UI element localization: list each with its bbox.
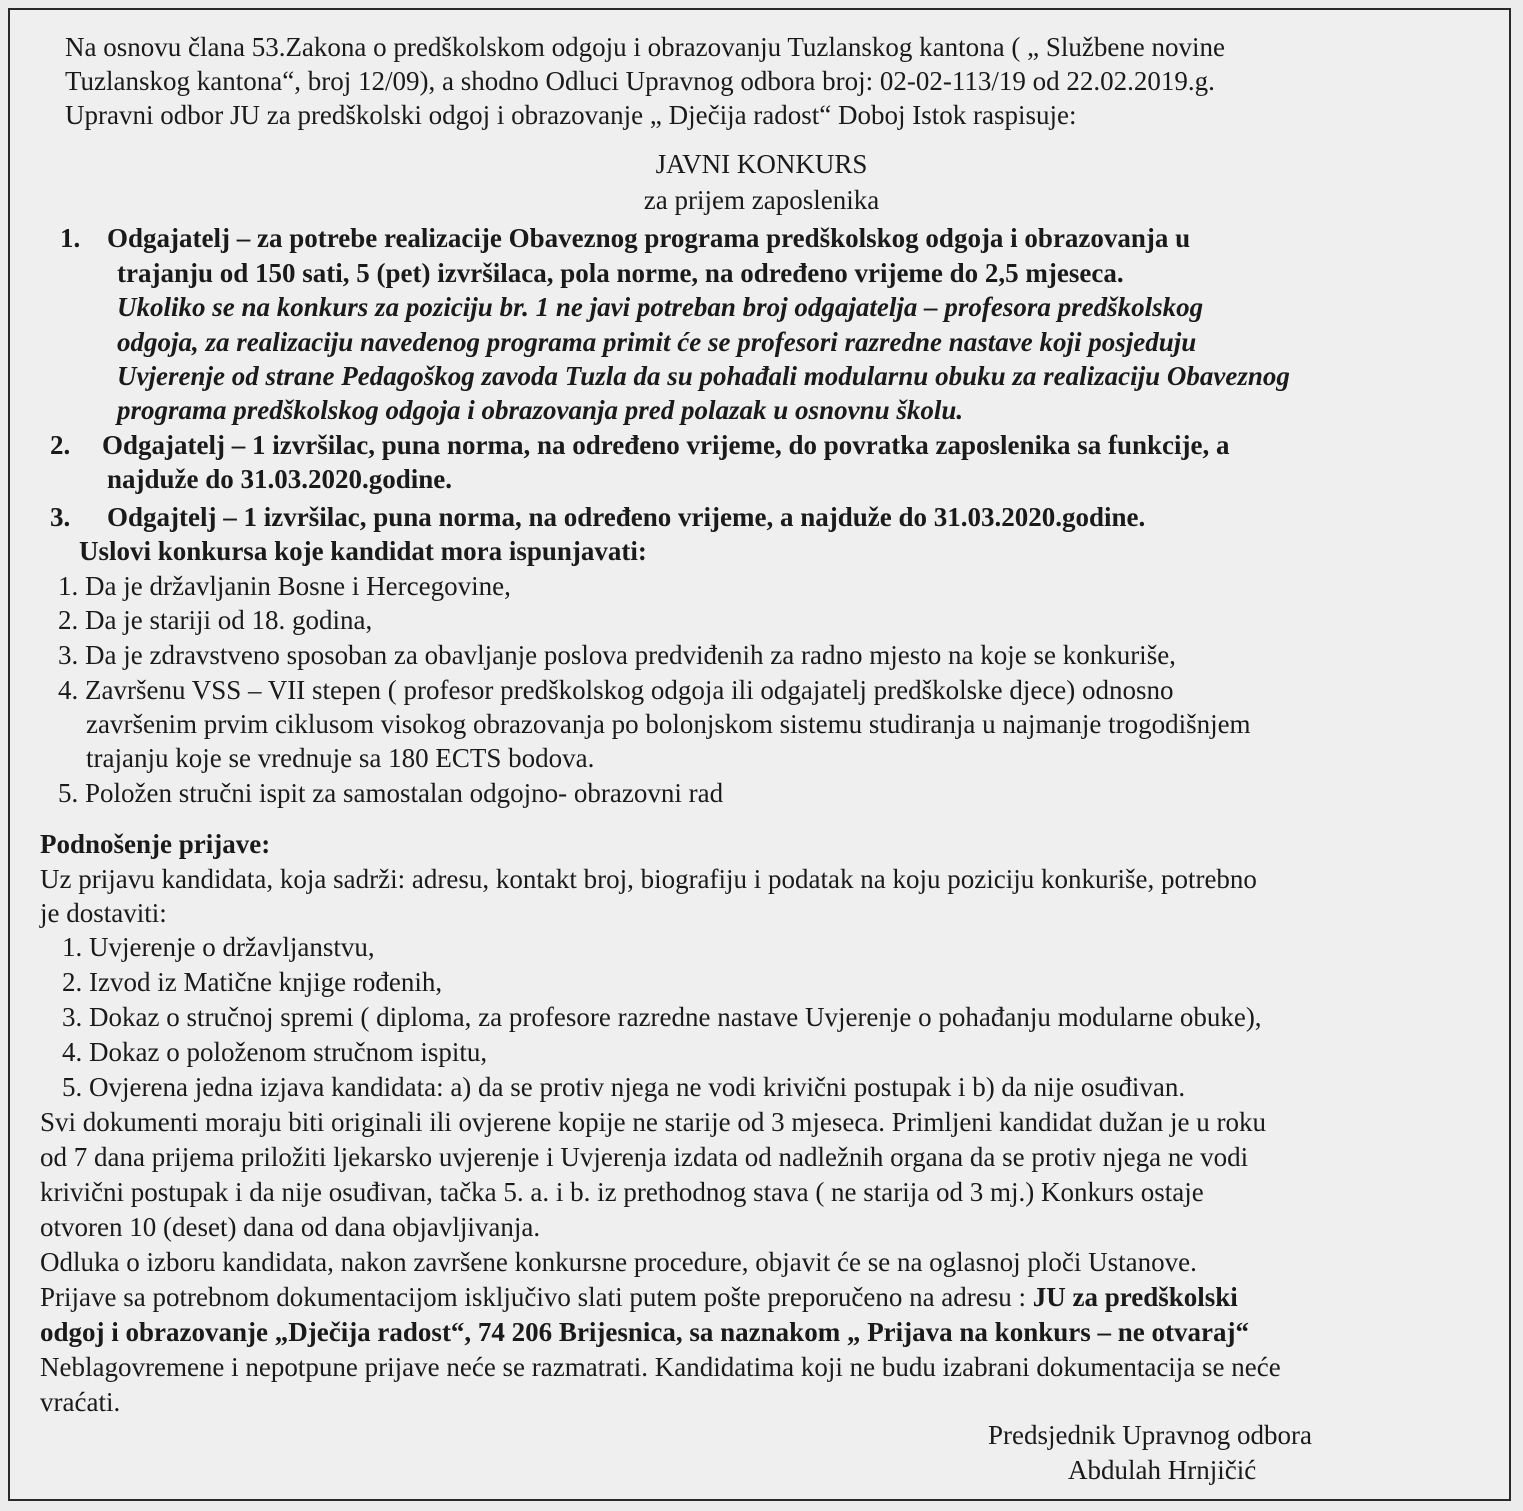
position-2-line-1: Odgajatelj – 1 izvršilac, puna norma, na određeno vrijeme, do povratka zaposlenika sa funkcije, a xyxy=(102,430,1230,460)
institution-name: JU za predškolski xyxy=(1032,1282,1238,1312)
submission-intro-1: Uz prijavu kandidata, koja sadrži: adresu, kontakt broj, biografiju i podatak na koju poziciju konkuriše, potrebno xyxy=(40,864,1257,894)
position-2-number: 2. xyxy=(50,430,71,460)
submission-intro-2: je dostaviti: xyxy=(40,898,167,928)
signature-name: Abdulah Hrnjičić xyxy=(1068,1455,1257,1485)
conditions-heading: Uslovi konkursa koje kandidat mora ispunjavati: xyxy=(79,536,647,566)
condition-item: 5. Položen stručni ispit za samostalan odgojno- obrazovni rad xyxy=(58,778,724,808)
address-paragraph-line-2: odgoj i obrazovanje „Dječija radost“, 74 206 Brijesnica, sa naznakom „ Prijava na konkurs – ne otvaraj“ xyxy=(40,1317,1249,1347)
submission-item: 1. Uvjerenje o državljanstvu, xyxy=(62,932,375,962)
submission-item: 2. Izvod iz Matične knjige rođenih, xyxy=(62,967,443,997)
address-paragraph-line-1 xyxy=(40,1280,1238,1314)
position-1-number: 1. xyxy=(60,223,81,253)
signature-role: Predsjednik Upravnog odbora xyxy=(988,1420,1312,1450)
submission-item: 3. Dokaz o stručnoj spremi ( diploma, za profesore razredne nastave Uvjerenje o pohađanju modularne obuke), xyxy=(62,1002,1262,1032)
intro-line-1: Na osnovu člana 53.Zakona o predškolskom odgoju i obrazovanju Tuzlanskog kantona ( „ Službene novine xyxy=(65,32,1226,62)
position-3-number: 3. xyxy=(50,502,71,532)
position-1-note-3: Uvjerenje od strane Pedagoškog zavoda Tuzla da su pohađali modularnu obuku za realizaciju Obaveznog xyxy=(117,361,1290,391)
documents-paragraph-line: otvoren 10 (deset) dana od dana objavljivanja. xyxy=(40,1212,541,1242)
condition-item: 1. Da je državljanin Bosne i Hercegovine, xyxy=(58,571,511,601)
position-2-line-2: najduže do 31.03.2020.godine. xyxy=(107,464,453,494)
address-intro: Prijave sa potrebnom dokumentacijom isključivo slati putem pošte preporučeno na adresu : xyxy=(40,1282,1033,1312)
documents-paragraph-line: Svi dokumenti moraju biti originali ili ovjerene kopije ne starije od 3 mjeseca. Primljeni kandidat dužan je u roku xyxy=(40,1107,1266,1137)
document-title: JAVNI KONKURS xyxy=(655,149,868,179)
late-applications-line-1: Neblagovremene i nepotpune prijave neće se razmatrati. Kandidatima koji ne budu izabrani dokumentacija se neće xyxy=(40,1352,1281,1382)
condition-item: 4. Završenu VSS – VII stepen ( profesor predškolskog odgoja ili odgajatelj predškolske djece) odnosno xyxy=(58,675,1174,705)
condition-item-continued: završenim prvim ciklusom visokog obrazovanja po bolonjskom sistemu studiranja u najmanje trogodišnjem xyxy=(86,709,1251,739)
submission-heading: Podnošenje prijave: xyxy=(40,829,271,859)
position-1-line-2: trajanju od 150 sati, 5 (pet) izvršilaca, pola norme, na određeno vrijeme do 2,5 mjeseca. xyxy=(117,258,1124,288)
decision-paragraph: Odluka o izboru kandidata, nakon završene konkursne procedure, objavit će se na oglasnoj ploči Ustanove. xyxy=(40,1247,1197,1277)
document-subtitle: za prijem zaposlenika xyxy=(643,185,880,215)
position-1-note-1: Ukoliko se na konkurs za poziciju br. 1 ne javi potreban broj odgajatelja – profesora predškolskog xyxy=(117,292,1204,322)
submission-item: 4. Dokaz o položenom stručnom ispitu, xyxy=(62,1037,488,1067)
condition-item-continued: trajanju koje se vrednuje sa 180 ECTS bodova. xyxy=(86,743,595,773)
position-1-note-4: programa predškolskog odgoja i obrazovanja pred polazak u osnovnu školu. xyxy=(117,395,964,425)
condition-item: 2. Da je stariji od 18. godina, xyxy=(58,605,373,635)
intro-line-2: Tuzlanskog kantona“, broj 12/09), a shodno Odluci Upravnog odbora broj: 02-02-113/19 od 22.02.2019.g. xyxy=(65,66,1215,96)
condition-item: 3. Da je zdravstveno sposoban za obavljanje poslova predviđenih za radno mjesto na koje se konkuriše, xyxy=(58,640,1176,670)
late-applications-line-2: vraćati. xyxy=(40,1387,121,1417)
position-1-note-2: odgoja, za realizaciju navedenog programa primit će se profesori razredne nastave koji posjeduju xyxy=(117,327,1197,357)
documents-paragraph-line: od 7 dana prijema priložiti ljekarsko uvjerenje i Uvjerenja izdata od nadležnih organa da se protiv njega ne vodi xyxy=(40,1142,1249,1172)
intro-line-3: Upravni odbor JU za predškolski odgoj i obrazovanje „ Dječija radost“ Doboj Istok raspisuje: xyxy=(65,100,1077,130)
submission-item: 5. Ovjerena jedna izjava kandidata: a) da se protiv njega ne vodi krivični postupak i b) da nije osuđivan. xyxy=(62,1072,1186,1102)
position-3-line-1: Odgajtelj – 1 izvršilac, puna norma, na određeno vrijeme, a najduže do 31.03.2020.godine. xyxy=(107,502,1146,532)
documents-paragraph-line: krivični postupak i da nije osuđivan, tačka 5. a. i b. iz prethodnog stava ( ne starija od 3 mj.) Konkurs ostaje xyxy=(40,1177,1204,1207)
position-1-line-1: Odgajatelj – za potrebe realizacije Obaveznog programa predškolskog odgoja i obrazovanja u xyxy=(107,223,1191,253)
